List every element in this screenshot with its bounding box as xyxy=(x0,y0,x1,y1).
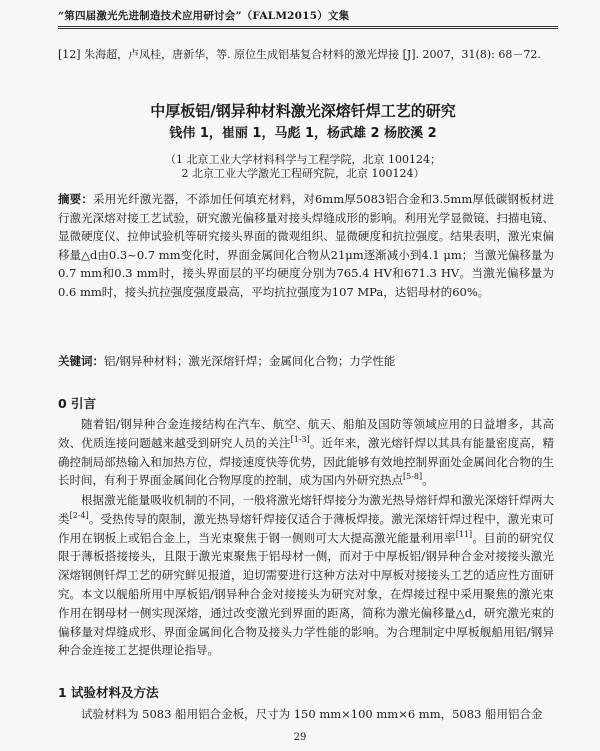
affiliation-1: （1 北京工业大学材料科学与工程学院，北京 100124； xyxy=(165,153,441,166)
intro-p1-text: 随着铝/钢异种合金连接结构在汽车、航空、航天、船舶及国防等领域应用的日益增多，其高效、优质连接问题越来越受到研究人员的关注 xyxy=(58,417,554,450)
reference-entry: [12] 朱海超，卢凤桂，唐新华，等. 原位生成铝基复合材料的激光焊接 [J]. 2007，31(8): 68－72. xyxy=(58,48,541,61)
keywords xyxy=(58,353,554,369)
citation: [5-8] xyxy=(403,472,423,482)
section-heading-introduction: 0 引言 xyxy=(58,396,97,411)
intro-p2-mid: 。受热传导的限制，激光热导熔钎焊接仅适合于薄板焊接。激光深熔钎焊过程中，激光束可作用在钢板上或铝合金上，当光束聚焦于钢一侧则可大大提高激光能量利用率 xyxy=(58,511,555,545)
intro-p2-text: 根据激光能量吸收机制的不同，一般将激光熔钎焊接分为激光热导熔钎焊和激光深熔钎焊两大类 xyxy=(58,493,554,526)
citation: [2-4] xyxy=(69,510,89,520)
intro-p2-end: 。目前的研究仅限于薄板搭接接头，且限于激光束聚焦于铝母材一侧，而对于中厚板铝/钢异种合金对接接头激光深熔钢侧钎焊工艺的研究鲜见报道，迫切需要进行这种方法对中厚板对接接头工艺的适应性方面研究。 xyxy=(58,530,555,601)
materials-paragraph-1: 试验材料为 5083 船用铝合金板，尺寸为 150 mm×100 mm×6 mm，5083 船用铝合金 xyxy=(81,707,543,721)
author-list: 钱伟 1，崔丽 1，马彪 1，杨武雄 2 杨胶溪 2 xyxy=(169,126,437,141)
header-divider xyxy=(58,26,558,29)
page-number: 29 xyxy=(293,732,307,743)
citation: [11] xyxy=(455,529,473,539)
keywords-label: 关键词： xyxy=(58,354,104,368)
intro-p1-end: 。 xyxy=(422,473,434,488)
citation: [1-3] xyxy=(290,434,310,444)
paper-title: 中厚板铝/钢异种材料激光深熔钎焊工艺的研究 xyxy=(150,102,456,120)
affiliation-2: 2 北京工业大学激光工程研究院，北京 100124） xyxy=(181,167,425,180)
keywords-text: 铝/钢异种材料；激光深熔钎焊；金属间化合物；力学性能 xyxy=(104,354,396,368)
section-heading-materials: 1 试验材料及方法 xyxy=(58,685,159,700)
intro-paragraph-3: 本文以舰船所用中厚板铝/钢异种合金对接接头为研究对象，在焊接过程中采用聚焦的激光束作用在钢母材一侧实现深熔，通过改变激光到界面的距离，简称为激光偏移量△d，研究激光束的偏移量对焊缝成形、界面金属间化合物及接头力学性能的影响。为合理制定中厚板舰船用铝/钢异种合金连接工艺提供理论指导。 xyxy=(58,587,554,658)
abstract-text: 采用光纤激光器，不添加任何填充材料，对6mm厚5083铝合金和3.5mm厚低碳钢板材进行激光深熔对接工艺试验，研究激光偏移量对接头焊缝成形的影响。利用光学显微镜、扫描电镜、显微硬度仪、拉伸试验机等研究接头界面的微观组织、显微硬度和抗拉强度。结果表明，激光束偏移量△d由0.3~0.7 mm变化时，界面金属间化合物从21μm逐渐减小到4.1 μm；当激光偏移量为0.7 mm和0.3 mm时，接头界面层的平均硬度分别为765.4 HV和671.3 HV。当激光偏移量为0.6 mm时，接头抗拉强度强度最高，平均抗拉强度为107 MPa，达铝母材的60%。 xyxy=(58,192,554,299)
abstract xyxy=(58,190,554,301)
abstract-label: 摘要： xyxy=(58,192,94,206)
intro-p1-tail: 。近年来，激光熔钎焊以其具有能量密度高，精确控制局部热输入和加热方位，焊接速度快等优势，因此能够有效地控制界面处金属间化合物的生长时间，有利于界面金属间化合物厚度的控制，成为国内外研究热点 xyxy=(58,435,555,488)
running-header: “第四届激光先进制造技术应用研讨会”（FALM2015）文集 xyxy=(58,10,350,22)
intro-paragraph-1 xyxy=(58,415,554,490)
